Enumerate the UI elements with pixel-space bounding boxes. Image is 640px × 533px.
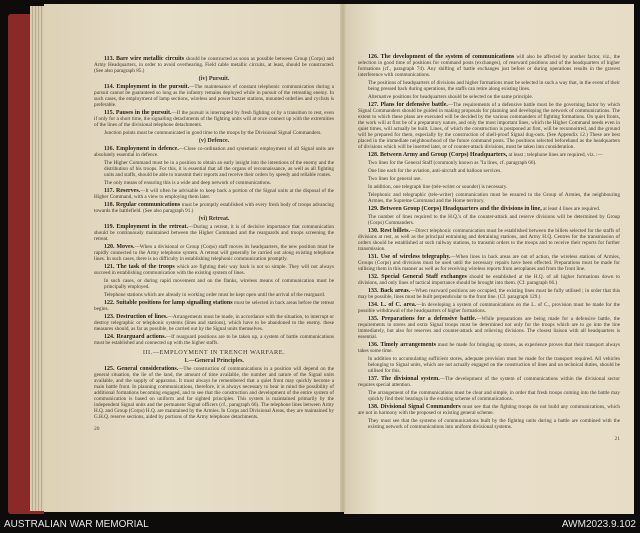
right-page-text (358, 54, 620, 432)
paragraph (94, 110, 334, 128)
paragraph (358, 302, 620, 314)
paragraph-heading: 114. Employment in the pursuit. (104, 84, 190, 90)
paragraph (94, 366, 334, 420)
paragraph-body: —During a retreat, it is of decisive importance that communication should be continuously maintained between the Higher Command and the rearguards and troops screening the retreat. (94, 224, 334, 242)
section-heading: (iv) Pursuit. (198, 76, 230, 82)
paragraph-body: —The construction of communications in a position will depend on the general situation, the lie of the land, the amount of time available, the number and nature of the Signal units available, and the supply of apparatus. It must always be remembered that a quiet front may quickly become a main battle front. In planning communications, therefore, it is always necessary to bear in mind the possibility of additional formations becoming engaged, and to see that the construction and development of the entire system of communication is based on uniform and far sighted principles. This system is maintained primarily by the independent Signal units and the permanent Signal officers (cf., paragraph 66). The telephone lines between Army H.Q. and Group (Corps) H.Q. are maintained by the Armies. In Corps and Divisional Areas, they are maintained by G.H.Q. reserve sections, aided by portions of the Army telephone detachments. (94, 366, 334, 420)
right-page (344, 4, 634, 514)
paragraph-continuation: In addition to accumulating sufficient stores, adequate provision must be made for the transport required. All vehicles belonging to Signal units, which are not actually engaged on the construction of lines and on technical duties, should be utilised for this. (368, 356, 620, 374)
page-number-left: 20 (94, 426, 100, 432)
paragraph-body: should be established at the H.Q. of all higher formations down to divisions, and only lines of tactical importance should be brought into them. (Cf. paragraph 66.) (358, 274, 620, 286)
paragraph-heading: 121. The task of the troops (104, 264, 175, 270)
left-page-column (94, 56, 334, 433)
paragraph (94, 224, 334, 242)
paragraph-body: which are fighting their way back is not so simple. They will not always succeed in establishing communication with the existing system of lines. (94, 264, 334, 276)
paragraph (94, 264, 334, 276)
left-page (44, 4, 346, 512)
paragraph-body: —If rearguard positions are to be taken up, a system of battle communications must be established and connected up with the higher staffs. (94, 334, 334, 346)
paragraph-heading: 113. Bare wire metallic circuits (104, 56, 185, 62)
paragraph-body: —Close co-ordination and systematic employment of all Signal units are absolutely essential in defence. (94, 146, 334, 158)
paragraph-body: —It will often be advisable to keep back a portion of the Signal units at the disposal of the Higher Command, with a view to employing them later. (94, 188, 334, 200)
paragraph-heading: 131. Use of wireless telegraphy. (368, 254, 451, 260)
paragraph (358, 376, 620, 388)
paragraph (358, 316, 620, 340)
paragraph-body: —When rearward positions are occupied, the existing lines must be fully utilised ; in order that this may be possible, lines must be built perpendicular to the front line. (Cf. paragraph 129.) (358, 288, 620, 300)
paragraph-body: must be promptly established with every fresh body of troops advancing towards the battlefield. (See also paragraph 91.) (94, 202, 334, 214)
paragraph (358, 274, 620, 286)
paragraph-heading: 118. Regular communications (104, 202, 181, 208)
paragraph-body: should be constructed as soon as possible between Group (Corps) and Army Headquarters, in order to avoid overhearing. Field cable metallic circuits, at least, should be constructed. (See also paragraph 85.) (94, 56, 334, 74)
paragraph (94, 188, 334, 200)
paragraph-heading: 124. Rearguard actions. (104, 334, 166, 340)
chapter-heading: III.—EMPLOYMENT IN TRENCH WARFARE. (142, 349, 286, 356)
paragraph-body: —If the pursuit is interrupted by fresh fighting or by a transition to rest, even if only for a short time, the signalling detachments of the fighting units will at once connect up with the extremities of the lines of the divisional telephone detachments. (94, 110, 334, 128)
paragraph-body: —The requirements of a defensive battle must be the governing factor by which Signal Commanders should be guided in making proposals for planning and developing the network of communications. The extent to which these plans are executed will be decided by the various commanders of fighting formations. On quiet fronts, the work will at first be of a preparatory nature, and only the most important lines, which the Higher Command needs even in quiet times, will actually be built. Lines, of which the construction is postponed at first, will be reconnoitred, and the ground will be prepared for them, especially by the construction of shell-proof Signal dug-outs. (See Appendix 12.) These are best placed in the immediate neighbourhood of the future command posts. The positions selected beforehand as the headquarters of divisions which will be inserted later, or of counter-attack divisions, must be taken into consideration. (358, 102, 620, 150)
paragraph-body: at least ; telephone lines are required, viz. :— (507, 152, 603, 158)
paragraph-continuation: In addition, one telegraph line (tele-writer or sounder) is necessary. (368, 184, 508, 190)
paragraph (94, 84, 334, 108)
paragraph-heading: 130. Rest billets. (368, 228, 411, 234)
paragraph-heading: 137. The divisional system. (368, 376, 440, 382)
paragraph-heading: 115. Pauses in the pursuit. (104, 110, 172, 116)
paragraph-heading: 127. Plans for defensive battle. (368, 102, 448, 108)
right-page-column (358, 54, 620, 443)
paragraph-continuation: They must see that the systems of communications built by the fighting units during a battle are combined with the existing network of communications into uniform divisional systems. (368, 418, 620, 430)
paragraph (358, 404, 620, 416)
paragraph-continuation: The arrangement of the communications must be clear and simple, in order that fresh troops coming into the battle may quickly find their bearings in the existing scheme of communications. (368, 390, 620, 402)
paragraph-continuation: Junction points must be communicated in good time to the troops by the Divisional Signal Commanders. (104, 130, 322, 136)
section-heading: (vi) Retreat. (198, 216, 230, 222)
paragraph-heading: 125. General considerations. (104, 366, 179, 372)
paragraph-body: —While preparations are being made for a defensive battle, the requirements in stores and extra Signal troops must be determined not only for the troops which are to go into the line immediately, but also for reserves and counter-attack and relieving divisions. The closest liaison with all headquarters is essential. (358, 316, 620, 340)
paragraph-body: —Direct telephonic communication must be established between the billets selected for the staffs of divisions at rest, as well as the principal entraining and detraining stations, and Army H.Q. Centres for the transmission of orders should be established at such railway stations, to transmit orders to the troops and to receive their reports for further transmission. (358, 228, 620, 252)
paragraph-heading: 122. Suitable positions for lamp signalling stations (104, 300, 233, 306)
section-heading: (v) Defence. (198, 138, 230, 144)
paragraph-body: will also be affected by another factor, viz., the selection in good time of positions for command posts (exchanges), of rearward positions and of the headquarters of higher formations (cf., paragraph 74). Any shifting of battle exchanges just before or during operations results in the gravest interference with communications. (358, 54, 621, 78)
paragraph-heading: 132. Special General Staff exchanges (368, 274, 467, 280)
paragraph-heading: 134. L. of C. area. (368, 302, 417, 308)
paragraph-continuation: The number of lines required to the H.Q.'s of the counter-attack and reserve divisions will be determined by Group (Corps) Commanders. (368, 214, 620, 226)
paragraph-heading: 116. Employment in defence. (104, 146, 179, 152)
paragraph (358, 54, 620, 78)
paragraph (358, 102, 620, 150)
paragraph-continuation: Two lines for general use. (368, 176, 422, 182)
paragraph-body: must be made for bringing up stores, as experience proves that their transport always takes some time. (358, 342, 620, 354)
paragraph-continuation: The positions of headquarters of divisions and higher formations must be selected in such a way that, in the event of their being pressed back during operations, the staffs can retire along existing lines. (368, 80, 620, 92)
paragraph-continuation: Two lines for the General Staff (commonly known as "Ia lines, cf. paragraph 66). (368, 160, 537, 166)
paragraph-heading: 120. Moves. (104, 244, 135, 250)
paragraph-body: —In developing a system of communications on the L. of C., provision must be made for the possible withdrawal of the headquarters of higher formations. (358, 302, 620, 314)
footer-institution: AUSTRALIAN WAR MEMORIAL (4, 519, 149, 530)
paragraph-body: at least 4 lines are required. (541, 206, 601, 212)
paragraph (94, 202, 334, 214)
paragraph (358, 206, 620, 212)
paragraph (94, 300, 334, 312)
paragraph (94, 56, 334, 74)
paragraph (94, 334, 334, 346)
paragraph-heading: 119. Employment in the retreat. (104, 224, 189, 230)
paragraph (358, 228, 620, 252)
paragraph-heading: 128. Between Army and Group (Corps) Headquarters, (368, 152, 508, 158)
paragraph-continuation: In such cases, or during rapid movement and on the flanks, wireless means of communication must be principally employed. (104, 278, 334, 290)
paragraph-body: —The maintenance of constant telephonic communication during a pursuit cannot be guaranteed so long as the infantry remains deployed while in pursuit of the retreating enemy. In such cases, the employment of lamp sections, wireless and power buzzer stations, mounted orderlies and cyclists is preferable. (94, 84, 334, 108)
paragraph-heading: 129. Between Group (Corps) Headquarters and the divisions in line, (368, 206, 542, 212)
paragraph-continuation: The only means of ensuring this is a wide and deep network of communications. (104, 180, 272, 186)
paragraph-heading: 126. The development of the system of communications (368, 54, 515, 60)
paragraph (94, 146, 334, 158)
paragraph-heading: 135. Preparations for a defensive battle. (368, 316, 477, 322)
paragraph (358, 152, 620, 158)
paragraph-body: must see that the fighting troops do not build any communications, which are not in harmony with the proposed or existing general scheme. (358, 404, 620, 416)
paragraph-body: —When a divisional or Group (Corps) staff moves its headquarters, the new position must be rapidly connected to the Army telephone system. A retreat will generally be carried out along existing telephone lines. In such cases, there is no difficulty in establishing telephonic communication promptly. (94, 244, 334, 262)
paragraph-body: —Arrangements must be made, in accordance with the situation, to interrupt or destroy telegraphic or telephonic systems (lines and stations), which have to be abandoned to the enemy. these measures should, as far as possible, be carried out by the Signal units themselves. (94, 314, 335, 332)
paragraph (94, 244, 334, 262)
paragraph-body: must be selected in back areas before the retreat begins. (94, 300, 334, 312)
left-page-text (94, 56, 334, 422)
paragraph-body: —The development of the system of communications within the divisional sector requires special attention. (358, 376, 621, 388)
paragraph-heading: 133. Back areas. (368, 288, 411, 294)
section-heading: 1.—General Principles. (184, 358, 244, 364)
paragraph-heading: 123. Destruction of lines. (104, 314, 168, 320)
paragraph-continuation: The Higher Command must be in a position to obtain an early insight into the intentions of the enemy and the distribution of his troops. For this, it is essential that all the organs of reconnaissance, as well as all fighting units and staffs, should be able to transmit their reports and receive their orders by speedy and reliable routes. (104, 160, 334, 178)
paragraph (358, 342, 620, 354)
book-gutter (340, 4, 346, 512)
paragraph-continuation: Telephone stations which are already in working order must be kept open until the arrival of the rearguard. (104, 292, 326, 298)
paragraph-continuation: Alternative positions for headquarters should be selected on the same principle. (368, 94, 533, 100)
paragraph (358, 254, 620, 272)
footer-accession-number: AWM2023.9.102 (561, 519, 636, 530)
paragraph-heading: 136. Timely arrangements (368, 342, 436, 348)
paragraph-heading: 138. Divisional Signal Commanders (368, 404, 461, 410)
paragraph-continuation: Telephonic and telegraphic (tele-writer) communication must be ensured to the Group of Armies, the neighbouring Armies, the Supreme Command and the Home territory. (368, 192, 620, 204)
paragraph (358, 288, 620, 300)
paragraph-continuation: One line each for the aviation, anti-aircraft and balloon services. (368, 168, 502, 174)
paragraph-heading: 117. Reserves. (104, 188, 141, 194)
page-number-right: 21 (614, 436, 620, 442)
paragraph (94, 314, 334, 332)
paragraph-body: —When lines in back areas are out of action, the wireless stations of Armies, Groups (Corps) and divisions must be used until the necessary repairs have been effected. Preparations must be made for utilising them in this manner as well as for receiving wireless reports from aeroplanes and from the front line. (358, 254, 620, 272)
